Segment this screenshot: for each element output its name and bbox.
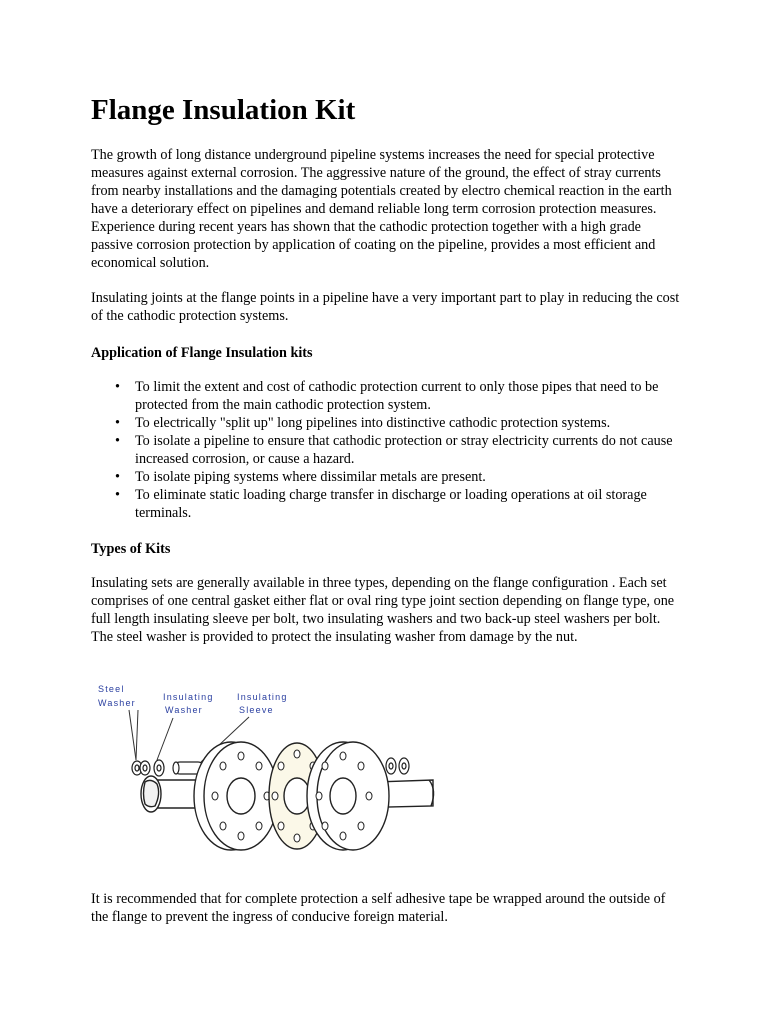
steel-washer-group bbox=[132, 760, 164, 776]
closing-paragraph: It is recommended that for complete protection a self adhesive tape be wrapped around the outside of the flange to prevent the ingress of conducive foreign material. bbox=[91, 891, 666, 925]
application-list bbox=[91, 378, 681, 522]
label-steel-washer-1: Steel bbox=[98, 684, 125, 694]
right-washer-group bbox=[386, 758, 409, 774]
label-insulating-washer-2: Washer bbox=[165, 705, 203, 715]
cathodic-cost-paragraph: Insulating joints at the flange points in a pipeline have a very important part to play in reducing the cost of the cathodic protection systems. bbox=[91, 290, 680, 324]
list-item: • To limit the extent and cost of cathodic protection current to only those pipes that need to be protected from the main cathodic protection system. bbox=[91, 378, 681, 414]
intro-paragraph: The growth of long distance underground pipeline systems increases the need for special protective measures against external corrosion. The aggressive nature of the ground, the effect of stray currents from nearby installations and the damaging potentials created by electro chemical reaction in the earth have a deteriorary effect on pipelines and demand reliable long term corrosion protection measures. Experience during recent years has shown that the cathodic protection together with a high grade passive corrosion protection by application of coating on the pipeline, provides a most efficient and economical solution. bbox=[91, 147, 672, 271]
list-item: • To eliminate static loading charge transfer in discharge or loading operations at oil storage terminals. bbox=[91, 486, 681, 522]
right-flange bbox=[307, 742, 389, 850]
page-title: Flange Insulation Kit bbox=[91, 94, 356, 126]
flange-assembly-illustration bbox=[91, 680, 445, 862]
types-paragraph: Insulating sets are generally available in three types, depending on the flange configuration . Each set comprises of one central gasket either flat or oval ring type joint section depending on flange type, one full length insulating sleeve per bolt, two insulating washers and two back-up steel washers per bolt. The steel washer is provided to protect the insulating washer from damage by the nut. bbox=[91, 575, 675, 645]
flange-insulation-diagram bbox=[91, 680, 445, 862]
application-heading: Application of Flange Insulation kits bbox=[91, 345, 313, 361]
label-steel-washer-2: Washer bbox=[98, 698, 136, 708]
list-item: • To isolate a pipeline to ensure that cathodic protection or stray electricity currents do not cause increased corrosion, or cause a hazard. bbox=[91, 432, 681, 468]
label-insulating-washer-1: Insulating bbox=[163, 692, 214, 702]
label-insulating-sleeve-1: Insulating bbox=[237, 692, 288, 702]
list-item: • To isolate piping systems where dissimilar metals are present. bbox=[91, 468, 681, 486]
left-flange bbox=[194, 742, 278, 850]
list-item: • To electrically "split up" long pipelines into distinctive cathodic protection systems. bbox=[91, 414, 681, 432]
label-insulating-sleeve-2: Sleeve bbox=[239, 705, 274, 715]
types-heading: Types of Kits bbox=[91, 541, 171, 557]
